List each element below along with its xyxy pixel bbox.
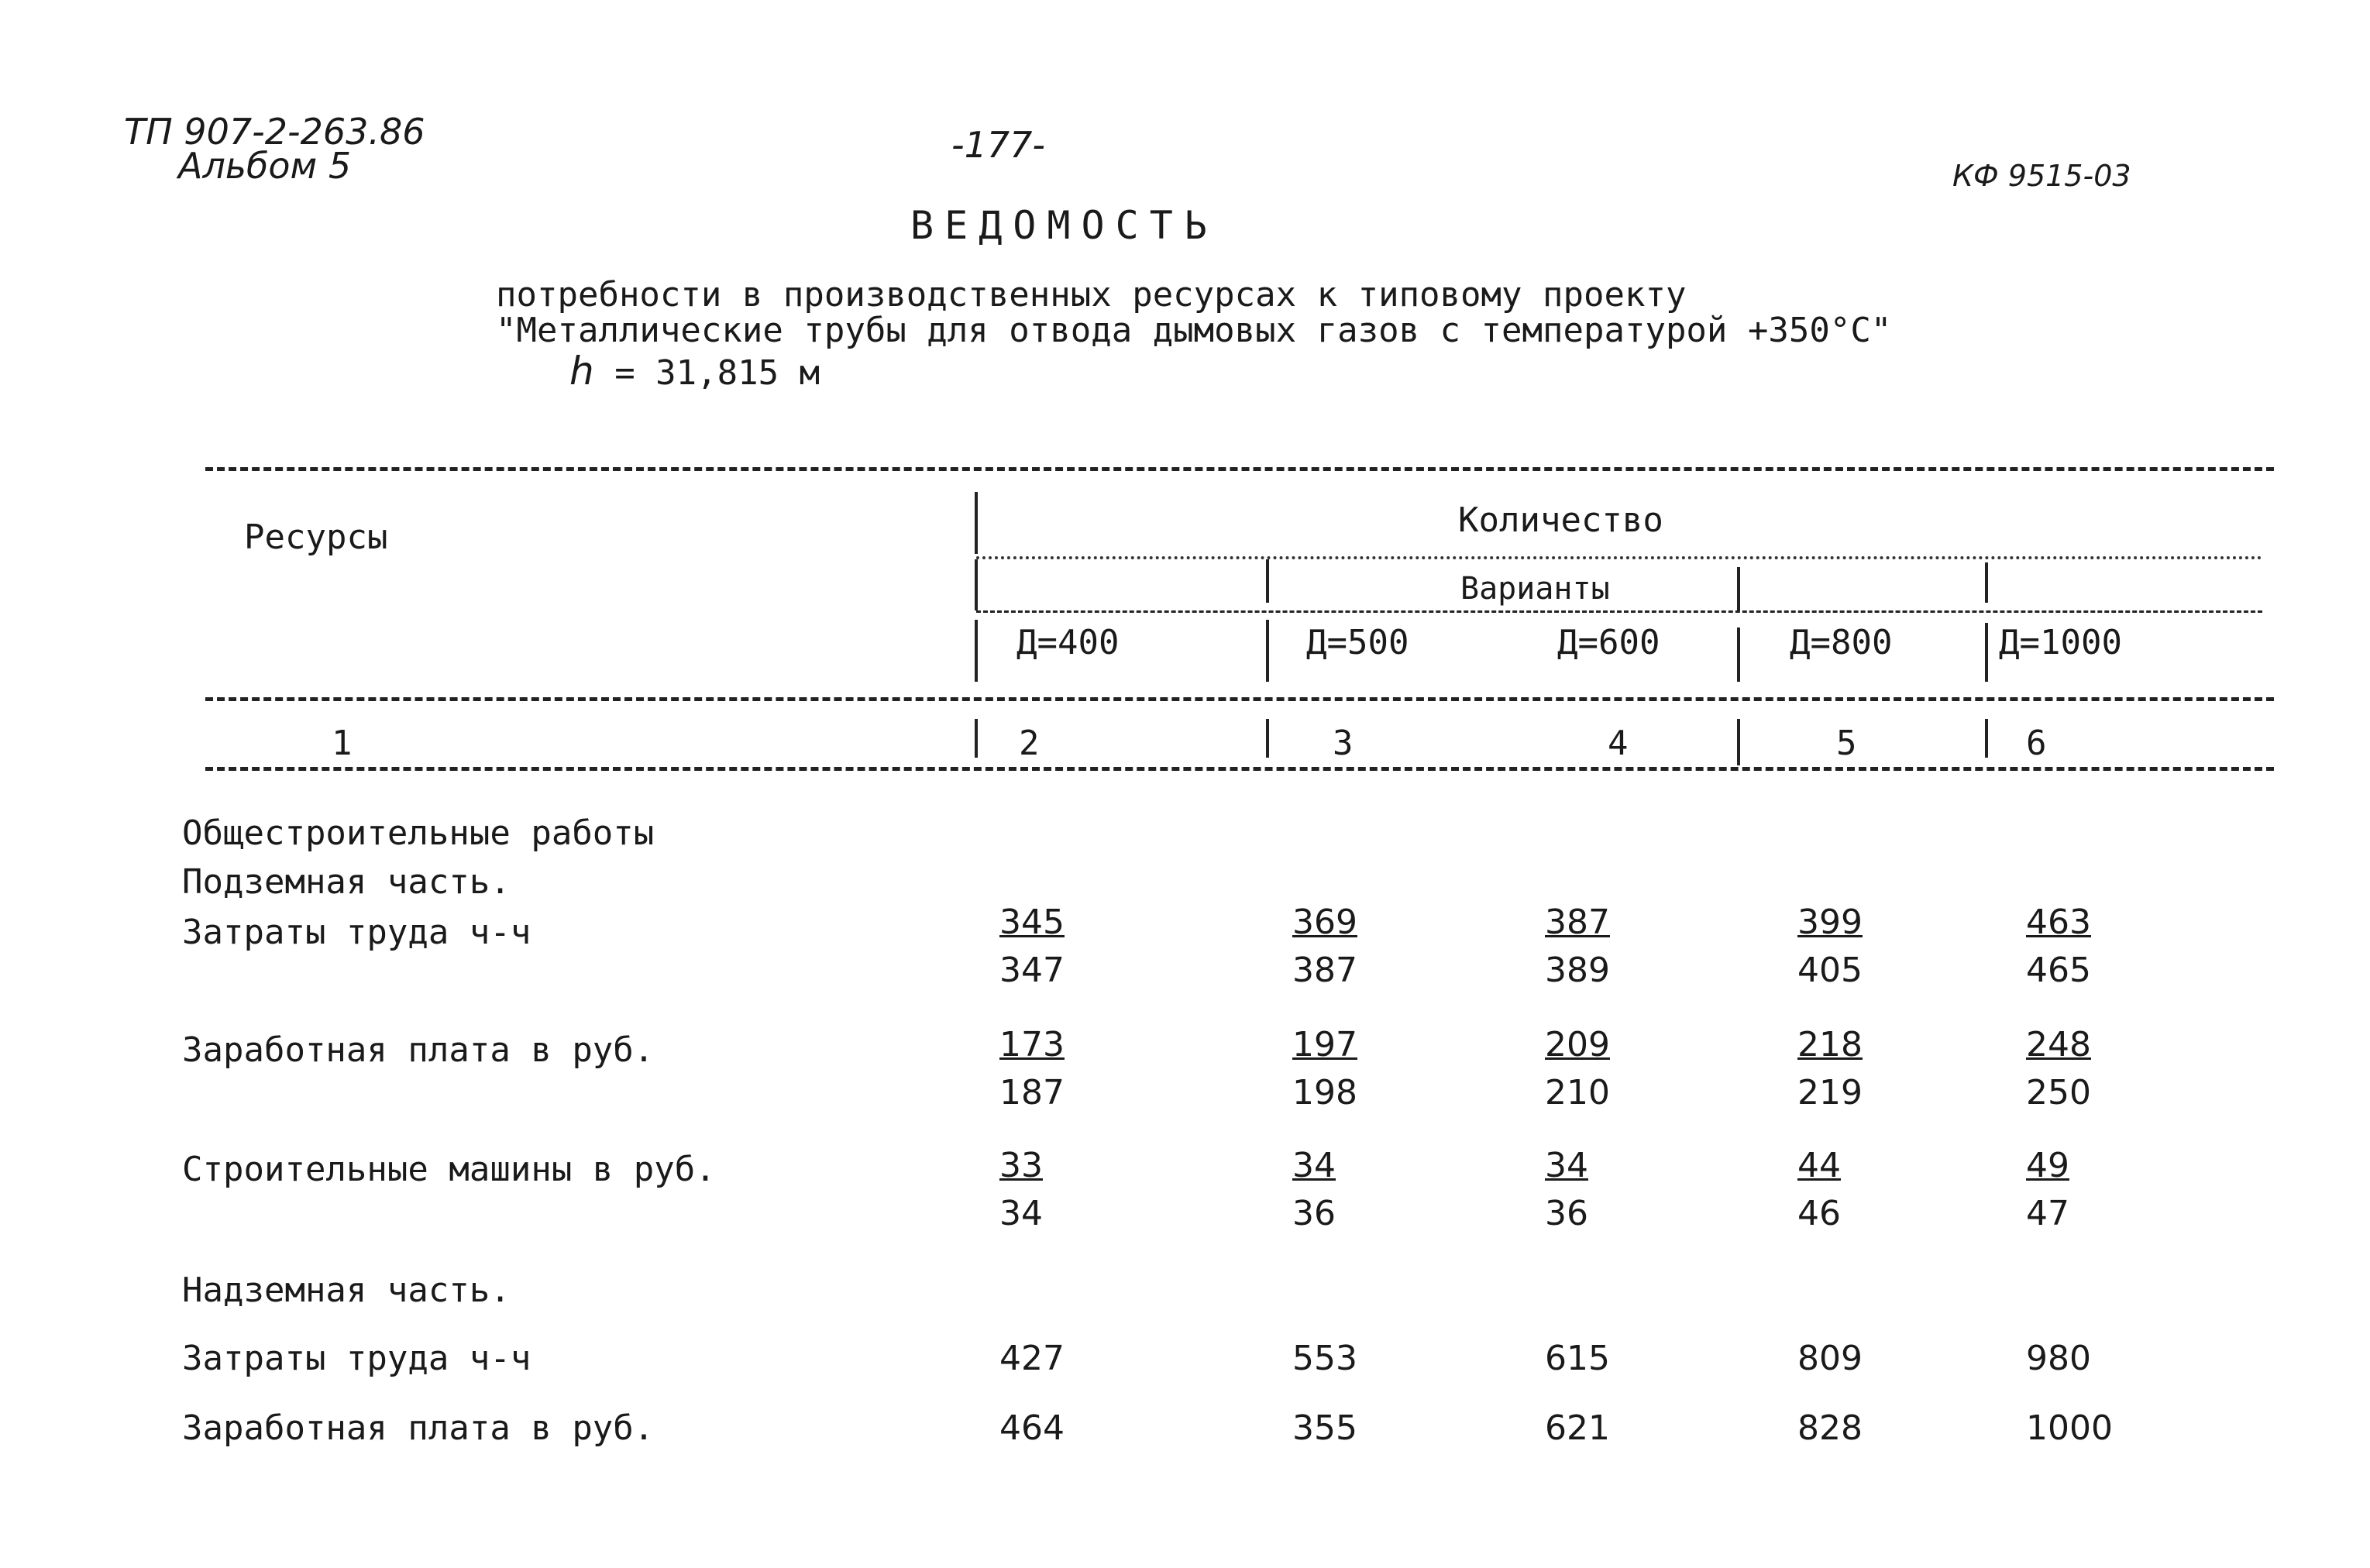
row-label: Строительные машины в руб. bbox=[182, 1150, 716, 1189]
row-label: Затраты труда ч-ч bbox=[182, 913, 531, 952]
fraction-cell bbox=[1797, 1142, 1841, 1238]
document-subtitle bbox=[496, 277, 1891, 349]
variants-rule bbox=[976, 610, 2262, 613]
numerator: 387 bbox=[1545, 903, 1610, 942]
document-code: КФ 9515-03 bbox=[1952, 159, 2131, 193]
header-resources: Ресурсы bbox=[244, 518, 388, 557]
document-title: ВЕДОМОСТЬ bbox=[910, 203, 1218, 248]
section-general-works: Общестроительные работы bbox=[182, 813, 655, 853]
fraction-cell bbox=[1797, 899, 1863, 995]
table-cell: 1000 bbox=[2026, 1408, 2113, 1448]
table-cell: 355 bbox=[1292, 1408, 1357, 1448]
denominator: 387 bbox=[1292, 951, 1357, 990]
album-label: Альбом 5 bbox=[178, 145, 352, 187]
numerator: 463 bbox=[2026, 903, 2091, 942]
numerator: 33 bbox=[999, 1146, 1043, 1185]
fraction-cell bbox=[1545, 1021, 1610, 1117]
fraction-cell bbox=[2026, 899, 2091, 995]
fraction-cell bbox=[1545, 899, 1610, 995]
header-d400: Д=400 bbox=[1016, 623, 1120, 662]
column-divider-3 bbox=[1737, 567, 1740, 610]
denominator: 347 bbox=[999, 951, 1065, 990]
column-numbers-rule bbox=[205, 767, 2274, 771]
denominator: 389 bbox=[1545, 951, 1610, 990]
fraction-cell bbox=[999, 1142, 1043, 1238]
column-number-4: 4 bbox=[1608, 724, 1629, 763]
height-value: = 31,815 м bbox=[614, 353, 820, 393]
column-divider-1 bbox=[975, 492, 978, 554]
table-top-rule bbox=[205, 467, 2274, 471]
denominator: 210 bbox=[1545, 1073, 1610, 1112]
table-cell: 464 bbox=[999, 1408, 1065, 1448]
height-parameter bbox=[569, 349, 820, 394]
table-cell: 980 bbox=[2026, 1339, 2091, 1378]
numerator: 34 bbox=[1545, 1146, 1588, 1185]
numerator: 197 bbox=[1292, 1025, 1357, 1064]
column-number-2: 2 bbox=[1019, 724, 1040, 763]
header-d600: Д=600 bbox=[1557, 623, 1660, 662]
project-stamp bbox=[124, 111, 425, 187]
header-bottom-rule bbox=[205, 697, 2274, 701]
fraction-cell bbox=[1797, 1021, 1863, 1117]
denominator: 187 bbox=[999, 1073, 1065, 1112]
numerator: 209 bbox=[1545, 1025, 1610, 1064]
column-divider-3b bbox=[1737, 628, 1740, 682]
column-divider-2b bbox=[1266, 620, 1269, 682]
denominator: 36 bbox=[1292, 1194, 1336, 1233]
numerator: 399 bbox=[1797, 903, 1863, 942]
denominator: 47 bbox=[2026, 1194, 2069, 1233]
table-cell: 615 bbox=[1545, 1339, 1610, 1378]
denominator: 405 bbox=[1797, 951, 1863, 990]
column-number-6: 6 bbox=[2026, 724, 2047, 763]
numerator: 44 bbox=[1797, 1146, 1841, 1185]
denominator: 46 bbox=[1797, 1194, 1841, 1233]
fraction-cell bbox=[1292, 899, 1357, 995]
table-cell: 553 bbox=[1292, 1339, 1357, 1378]
numerator: 218 bbox=[1797, 1025, 1863, 1064]
column-divider-2c bbox=[1266, 719, 1269, 758]
section-underground: Подземная часть. bbox=[182, 862, 511, 902]
numerator: 369 bbox=[1292, 903, 1357, 942]
fraction-cell bbox=[2026, 1142, 2069, 1238]
row-label: Затраты труда ч-ч bbox=[182, 1339, 531, 1378]
header-d1000: Д=1000 bbox=[1999, 623, 2122, 662]
height-symbol: h bbox=[569, 349, 594, 394]
fraction-cell bbox=[1545, 1142, 1588, 1238]
column-divider-3c bbox=[1737, 719, 1740, 765]
row-label: Заработная плата в руб. bbox=[182, 1408, 655, 1448]
column-divider-4c bbox=[1985, 719, 1988, 758]
subtitle-line-2: "Металлические трубы для отвода дымовых газов с температурой +350°С" bbox=[496, 311, 1892, 350]
quantity-underline bbox=[976, 556, 2262, 559]
fraction-cell bbox=[2026, 1021, 2091, 1117]
denominator: 34 bbox=[999, 1194, 1043, 1233]
row-label: Заработная плата в руб. bbox=[182, 1030, 655, 1070]
denominator: 219 bbox=[1797, 1073, 1863, 1112]
header-quantity: Количество bbox=[1458, 500, 1663, 540]
column-divider-1b bbox=[975, 559, 978, 610]
column-divider-2 bbox=[1266, 559, 1269, 603]
numerator: 173 bbox=[999, 1025, 1065, 1064]
subtitle-line-1: потребности в производственных ресурсах к типовому проекту bbox=[496, 275, 1687, 315]
project-code: ТП 907-2-263.86 bbox=[124, 111, 425, 153]
numerator: 345 bbox=[999, 903, 1065, 942]
fraction-cell bbox=[1292, 1021, 1357, 1117]
denominator: 250 bbox=[2026, 1073, 2091, 1112]
column-divider-4b bbox=[1985, 623, 1988, 682]
numerator: 34 bbox=[1292, 1146, 1336, 1185]
table-cell: 828 bbox=[1797, 1408, 1863, 1448]
header-d800: Д=800 bbox=[1790, 623, 1893, 662]
column-number-5: 5 bbox=[1836, 724, 1857, 763]
column-number-1: 1 bbox=[332, 724, 353, 763]
page-number: -177- bbox=[951, 124, 1045, 166]
numerator: 49 bbox=[2026, 1146, 2069, 1185]
fraction-cell bbox=[1292, 1142, 1336, 1238]
denominator: 36 bbox=[1545, 1194, 1588, 1233]
column-number-3: 3 bbox=[1333, 724, 1354, 763]
header-d500: Д=500 bbox=[1306, 623, 1409, 662]
header-variants: Варианты bbox=[1460, 571, 1610, 607]
column-divider-1c bbox=[975, 620, 978, 682]
table-cell: 427 bbox=[999, 1339, 1065, 1378]
table-cell: 809 bbox=[1797, 1339, 1863, 1378]
section-aboveground: Надземная часть. bbox=[182, 1271, 511, 1310]
denominator: 198 bbox=[1292, 1073, 1357, 1112]
numerator: 248 bbox=[2026, 1025, 2091, 1064]
fraction-cell bbox=[999, 899, 1065, 995]
fraction-cell bbox=[999, 1021, 1065, 1117]
denominator: 465 bbox=[2026, 951, 2091, 990]
table-cell: 621 bbox=[1545, 1408, 1610, 1448]
column-divider-4 bbox=[1985, 562, 1988, 603]
column-divider-1d bbox=[975, 719, 978, 758]
